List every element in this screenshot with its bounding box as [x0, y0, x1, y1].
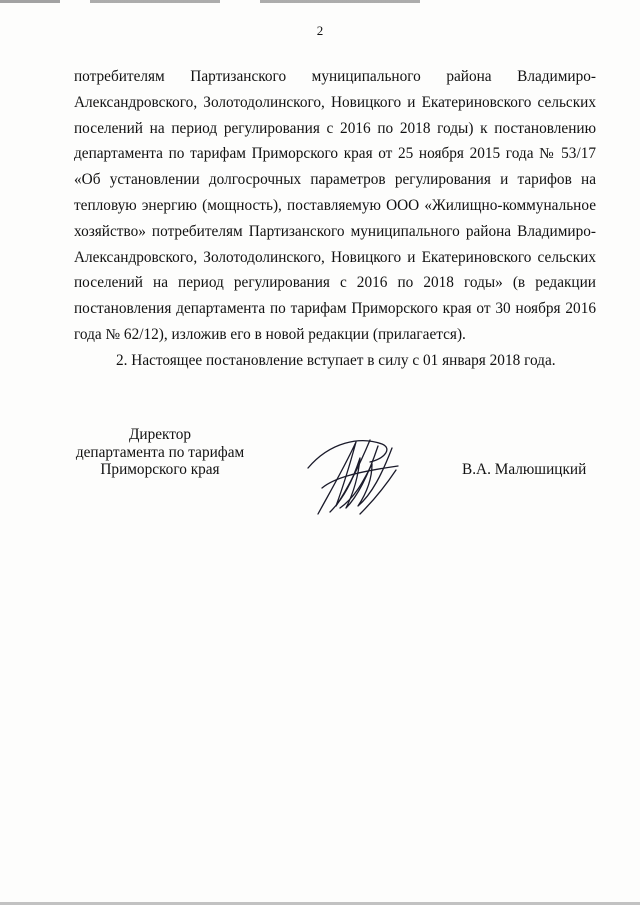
- paragraph-continuation: потребителям Партизанского муниципального района Владимиро-Александровского, Золотодолинского, Новицкого и Екатериновского сельских поселений на период регулирования с 2016 по 2018 годы) к постановлению департамента по тарифам Приморского края от 25 ноября 2015 года № 53/17 «Об установлении долгосрочных параметров регулирования и тарифов на тепловую энергию (мощность), поставляемую ООО «Жилищно-коммунальное хозяйство» потребителям Партизанского муниципального района Владимиро-Александровского, Золотодолинского, Новицкого и Екатериновского сельских поселений на период регулирования с 2016 по 2018 годы» (в редакции постановления департамента по тарифам Приморского края от 30 ноября 2016 года № 62/12), изложив его в новой редакции (прилагается).: [74, 68, 596, 343]
- signatory-name: В.А. Малюшицкий: [462, 461, 587, 478]
- document-body: [74, 64, 596, 374]
- signatory-title: [60, 426, 260, 479]
- paragraph-effective-date: 2. Настоящее постановление вступает в силу с 01 января 2018 года.: [116, 351, 556, 369]
- signatory-title-line: Директор: [128, 426, 192, 443]
- handwritten-signature: [300, 428, 410, 520]
- signatory-title-line: Приморского края: [100, 461, 220, 478]
- page-number: 2: [316, 23, 324, 38]
- scan-top-edge: [0, 0, 640, 3]
- signatory-title-line: департамента по тарифам: [75, 443, 245, 461]
